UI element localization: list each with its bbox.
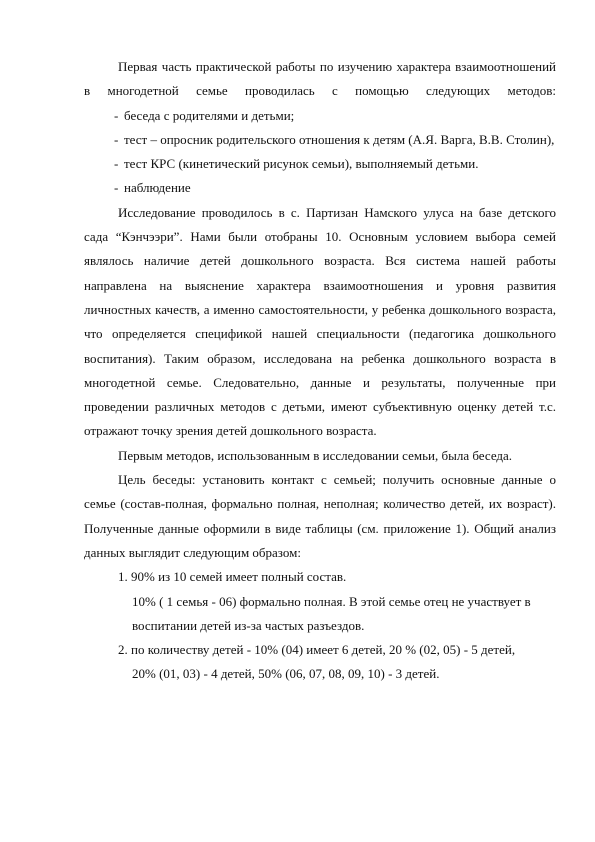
result-number: 1. [118, 569, 128, 585]
intro-paragraph: Первая часть практической работы по изучению характера взаимоотношений в многодетной семье проводилась с помощью следующих методов: [84, 59, 556, 99]
method-text: тест – опросник родительского отношения к детям (А.Я. Варга, В.В. Столин), [124, 131, 555, 147]
goal-paragraph: Цель беседы: установить контакт с семьей; получить основные данные о семье (состав-полная, формально полная, неполная; количество детей, их возраст). Полученные данные оформили в виде таблицы (см. приложение 1). Общий анализ данных выглядит следующим образом: [84, 472, 556, 560]
methods-list [84, 104, 556, 201]
dash-bullet: - [114, 107, 119, 123]
results-list [84, 565, 556, 686]
result-continuation: 10% ( 1 семья - 06) формально полная. В этой семье отец не участвует в воспитании детей из-за частых разъездов. [132, 593, 531, 633]
result-number: 2. [118, 642, 128, 658]
method-item [84, 176, 556, 200]
method-item [84, 128, 556, 152]
dash-bullet: - [114, 156, 119, 172]
dash-bullet: - [114, 180, 119, 196]
result-text: по количеству детей - 10% (04) имеет 6 детей, 20 % (02, 05) - 5 детей, [131, 642, 516, 658]
method-item [84, 152, 556, 176]
method-item [84, 104, 556, 128]
research-paragraph: Исследование проводилось в с. Партизан Намского улуса на базе детского сада “Кэнчээри”. Нами были отобраны 10. Основным условием выбора семей являлось наличие детей дошкольного возраста. Вся система нашей работы направлена на выяснение характера взаимоотношения и уровня развития личностных качеств, а именно самостоятельности, у ребенка дошкольного возраста, что определяется спецификой нашей специальности (педагогика дошкольного воспитания). Таким образом, исследована на ребенка дошкольного возраста в многодетной семье. Следовательно, данные и результаты, полученные при проведении различных методов с детьми, имеют субъективную оценку детей т.с. отражают точку зрения детей дошкольного возраста. [84, 204, 556, 439]
result-item [84, 565, 556, 638]
dash-bullet: - [114, 131, 119, 147]
method-text: наблюдение [124, 180, 191, 196]
document-body [84, 55, 556, 687]
method-text: тест КРС (кинетический рисунок семьи), выполняемый детьми. [124, 156, 479, 172]
method-text: беседа с родителями и детьми; [124, 107, 295, 123]
result-item [84, 638, 556, 687]
result-text: 90% из 10 семей имеет полный состав. [131, 569, 347, 585]
result-continuation: 20% (01, 03) - 4 детей, 50% (06, 07, 08, 09, 10) - 3 детей. [132, 666, 440, 682]
first-method-paragraph: Первым методов, использованным в исследовании семьи, была беседа. [118, 447, 513, 463]
